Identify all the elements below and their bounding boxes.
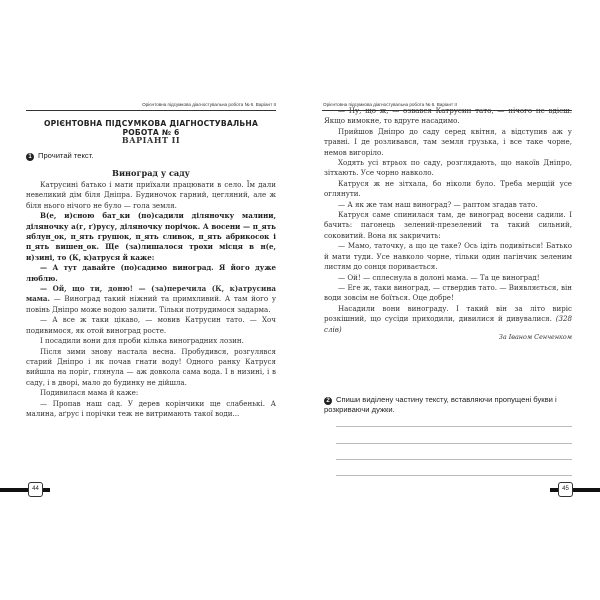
paragraph: — Ну, що ж, — озвався Катрусин тато, — нічого не вдієш. Якщо вимокне, то вдруге насадимо. (324, 106, 572, 126)
word-count: (328 слів) (324, 314, 572, 334)
task-2-text: Спиши виділену частину тексту, вставляючи пропущені букви і розкриваючи дужки. (324, 395, 557, 414)
variant-label: ВАРІАНТ ІІ (121, 135, 181, 145)
highlighted-paragraph: — А тут давайте (по)садимо виноград. Я його дуже люблю. (26, 263, 276, 283)
header-divider (26, 110, 276, 111)
answer-line[interactable] (336, 443, 572, 444)
highlighted-paragraph: В(е, и)сною бат_ки (по)садили діляночку малини, діляночку а(г, ґ)русу, діляночку порічок. А восени — п_ять яблун_ок, п_ять грушок, п_ять сливок, п_ять абрикосок і п_ять вишен_ок. Ще (за)лишалося трохи місця в н(е, и)зині, то (К, к)атруся й каже: (26, 211, 276, 262)
story-text-right (324, 106, 572, 335)
author-attribution: За Іваном Сенченком (498, 333, 572, 341)
paragraph: — Ой, що ти, доню! — (за)перечила (К, к)атрусина мама. — Виноград такий ніжний та примхливий. А там його у повінь Дніпро може водою залити. Тільки потрудимося задарма. (26, 284, 276, 314)
paragraph: Прийшов Дніпро до саду серед квітня, а відступив аж у травні. І де розливався, там земля грузька, і все таке чорне, немов вигоріло. (324, 126, 572, 157)
paragraph: — Ой! — сплеснула в долоні мама. — Та це виноград! (338, 272, 540, 282)
page-number-bar (42, 488, 50, 492)
task-1 (26, 151, 93, 161)
paragraph: Подивилася мама й каже: (40, 388, 139, 398)
paragraph: І посадили вони для проби кілька виноградних лозин. (40, 336, 244, 346)
task-number-badge: 2 (324, 397, 332, 405)
paragraph: Ходять усі втрьох по саду, розглядають, що накоїв Дніпро, зітхають. Усе чорно навколо. (324, 158, 572, 178)
paragraph: — Пропав наш сад. У дерев корінчики ще слабенькі. А малина, аґрус і порічки теж не витримають такої води... (26, 398, 276, 418)
paragraph: Катруся ж не зітхала, бо ніколи було. Треба мерщій усе оглянути. (324, 178, 572, 199)
story-text-left (26, 180, 276, 419)
page-number: 44 (28, 482, 43, 497)
task-1-text: Прочитай текст. (38, 151, 94, 160)
paragraph: — Еге ж, таки виноград, — ствердив тато. — Виявляється, він води зовсім не боїться. Оце добре! (324, 282, 572, 303)
page-number: 45 (558, 482, 573, 497)
paragraph: — А як же там наш виноград? — раптом згадав тато. (338, 199, 538, 209)
paragraph: Після зими знову настала весна. Пробудився, розгулявся старий Дніпро і як почав гнати воду! Одного ранку Катруся вийшла на поріг, глянула — аж довкола сама вода. І в низині, і в саду, і в дворі, мало до будинку не дійшла. (26, 346, 276, 387)
right-page (300, 0, 600, 600)
story-title: Виноград у саду (112, 168, 190, 178)
paragraph: Катруся саме спинилася там, де виноград восени садили. І бачить: пагонець зелений-презелений та такий сильний, соковитий. Вона як закричить: (324, 210, 572, 240)
task-number-badge: 1 (26, 153, 34, 161)
highlighted-fragment: — Ой, що ти, доню! — (за)перечила (К, к)атрусина мама. (26, 284, 276, 304)
paragraph: Насадили вони винограду. І такий він за літо виріс розкішний, що сусіди приходили, дивилися й дивувалися. (328 слів) (324, 303, 572, 334)
paragraph: Катрусині батько і мати приїхали працювати в село. Їм дали невеликий дім біля Дніпра. Будиночок гарний, цегляний, але ж біля нього нічого не було — гола земля. (26, 180, 276, 210)
task-2 (324, 395, 572, 415)
paragraph: — А все ж таки цікаво, — мовив Катрусин тато. — Хоч подивимося, як отой виноград росте. (26, 315, 276, 335)
page-title: ОРІЄНТОВНА ПІДСУМКОВА ДІАГНОСТУВАЛЬНА РОБОТА № 6 (43, 119, 259, 137)
running-header: Орієнтовна підсумкова діагностувальна робота № 6. Варіант ІІ (142, 102, 276, 107)
answer-line[interactable] (336, 475, 572, 476)
answer-line[interactable] (336, 459, 572, 460)
answer-line[interactable] (336, 426, 572, 427)
paragraph: — Мамо, таточку, а що це таке? Ось ідіть подивіться! Батько й мати туди. Усе навколо чорне, тільки один пагінчик зеленим листям до сонця поривається. (324, 241, 572, 272)
page-number-bar (550, 488, 558, 492)
running-header: Орієнтовна підсумкова діагностувальна робота № 6. Варіант ІІ (323, 102, 457, 107)
